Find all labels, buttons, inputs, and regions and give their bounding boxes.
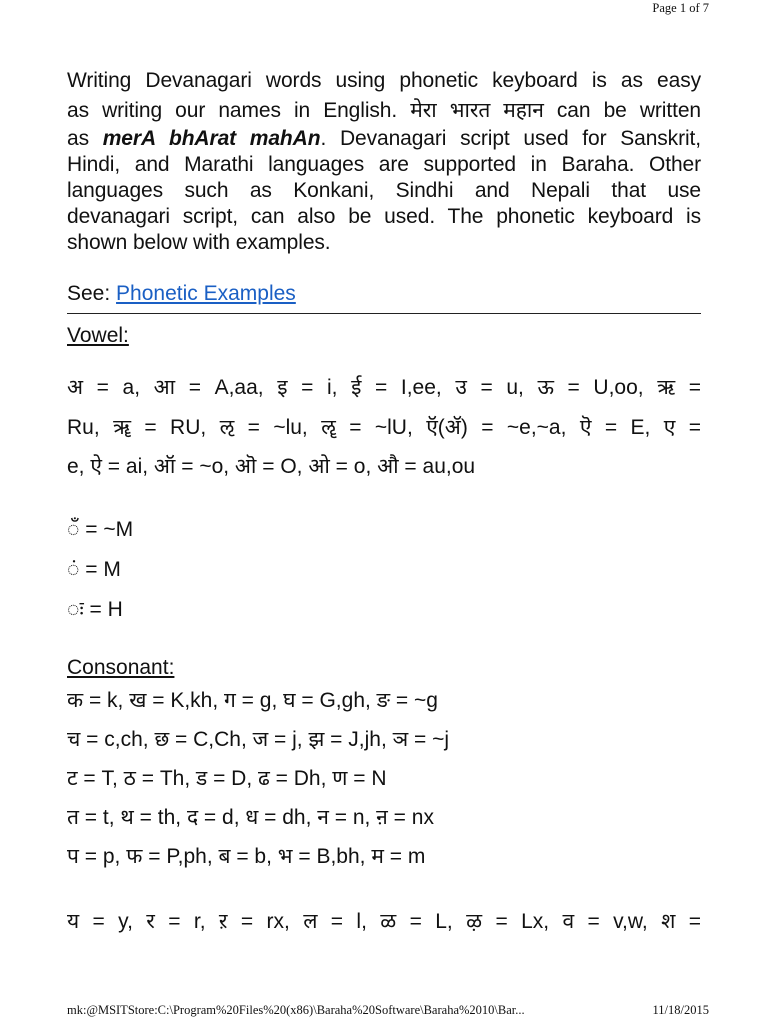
see-also [67, 281, 296, 307]
intro-line [67, 98, 701, 124]
intro-line: Writing Devanagari words using phonetic keyboard is as easy [67, 69, 701, 92]
vowel-modifier: ं = M [67, 558, 121, 581]
vowel-heading: Vowel: [67, 324, 129, 347]
consonant-line: क = k, ख = K,kh, ग = g, घ = G,gh, ङ = ~g [67, 689, 438, 712]
see-label: See: [67, 282, 117, 305]
vowel-modifier: ः = H [67, 598, 123, 621]
intro-text: as writing our names in English. [67, 99, 398, 122]
vowel-line: अ = a, आ = A,aa, इ = i, ई = I,ee, उ = u, ऊ = U,oo, ऋ = [67, 376, 701, 399]
transliteration-example: merA bhArat mahAn [102, 127, 321, 150]
intro-text: . Devanagari script used for Sanskrit, [320, 127, 701, 150]
intro-text: can be written [556, 99, 701, 122]
vowel-line: Ru, ॠ = RU, ऌ = ~lu, ॡ = ~lU, ऍ(ॲ) = ~e,~a, ऎ = E, ए = [67, 416, 701, 439]
intro-line: shown below with examples. [67, 231, 331, 254]
consonant-line: ट = T, ठ = Th, ड = D, ढ = Dh, ण = N [67, 767, 387, 790]
vowel-modifier: ँ = ~M [67, 518, 134, 541]
intro-text: as [67, 127, 89, 150]
footer-path: mk:@MSITStore:C:\Program%20Files%20(x86)\Baraha%20Software\Baraha%2010\Bar... [67, 1003, 525, 1017]
vowel-line: e, ऐ = ai, ऑ = ~o, ऒ = O, ओ = o, औ = au,ou [67, 455, 476, 478]
intro-paragraph [67, 68, 701, 256]
consonant-line: त = t, थ = th, द = d, ध = dh, न = n, ऩ = nx [67, 806, 434, 829]
consonant-line: च = c,ch, छ = C,Ch, ज = j, झ = J,jh, ञ = ~j [67, 728, 450, 751]
intro-line: languages such as Konkani, Sindhi and Nepali that use [67, 179, 701, 202]
devanagari-example: मेरा भारत महान [410, 99, 544, 122]
page-number: Page 1 of 7 [652, 1, 709, 15]
intro-line: Hindi, and Marathi languages are supported in Baraha. Other [67, 153, 701, 176]
section-divider [67, 313, 701, 314]
consonant-line: प = p, फ = P,ph, ब = b, भ = B,bh, म = m [67, 845, 426, 868]
phonetic-examples-link[interactable]: Phonetic Examples [116, 282, 296, 305]
intro-line [67, 126, 701, 152]
intro-line: devanagari script, can also be used. The phonetic keyboard is [67, 205, 701, 228]
consonant-line: य = y, र = r, ऱ = rx, ल = l, ळ = L, ऴ = Lx, व = v,w, श = [67, 910, 701, 933]
footer-date: 11/18/2015 [652, 1003, 709, 1017]
consonant-heading: Consonant: [67, 656, 175, 679]
